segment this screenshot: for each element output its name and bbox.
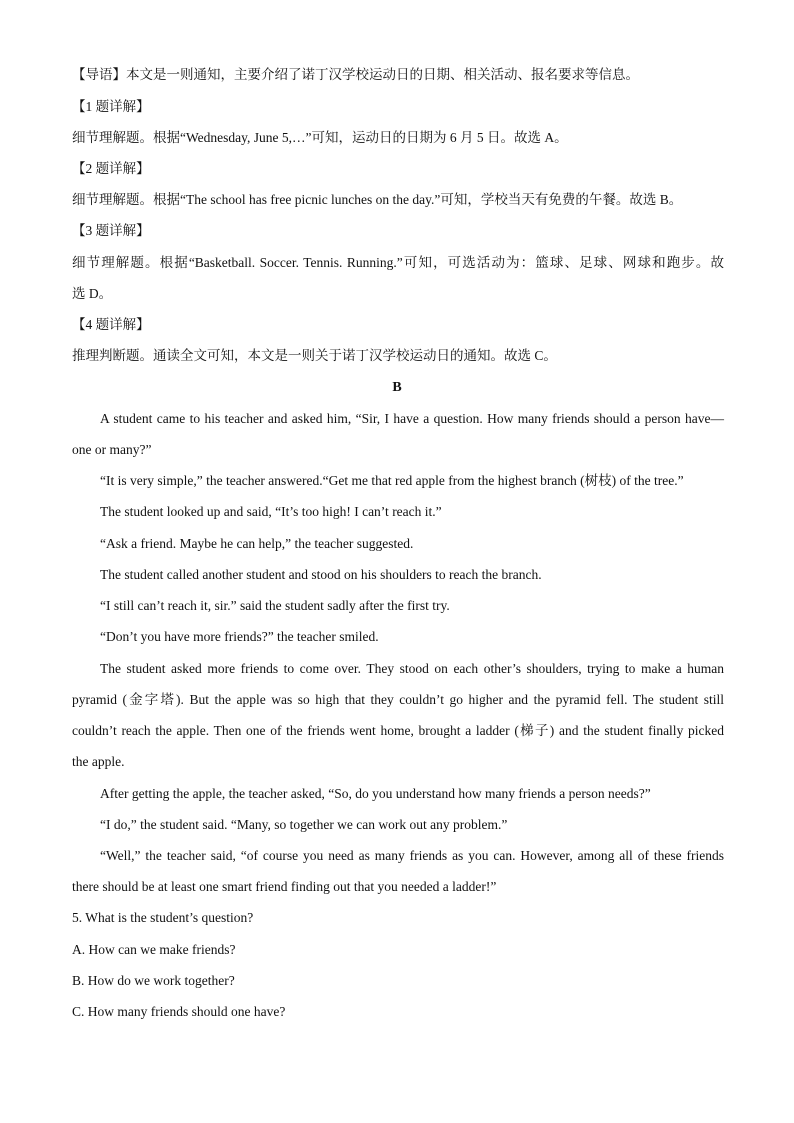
answer-2-text: 细节理解题。根据“The school has free picnic lunches on the day.”可知，学校当天有免费的午餐。故选 B。 [72, 192, 683, 207]
passage-line: After getting the apple, the teacher asked, “So, do you understand how many friends a person needs?” [100, 786, 651, 801]
passage-line: The student asked more friends to come over. They stood on each other’s shoulders, trying to make a human [100, 661, 724, 676]
answer-4-header: 【4 题详解】 [72, 317, 150, 332]
passage-line: “I do,” the student said. “Many, so together we can work out any problem.” [100, 817, 508, 832]
answer-4-text: 推理判断题。通读全文可知，本文是一则关于诺丁汉学校运动日的通知。故选 C。 [72, 348, 557, 363]
passage-line: “Well,” the teacher said, “of course you need as many friends as you can. However, among all of these friends [100, 848, 724, 863]
passage-line: pyramid (金字塔). But the apple was so high that they couldn’t go higher and the pyramid fell. The student still [72, 692, 724, 707]
passage-line: The student looked up and said, “It’s too high! I can’t reach it.” [100, 504, 442, 519]
answer-1-text: 细节理解题。根据“Wednesday, June 5,…”可知，运动日的日期为 6 月 5 日。故选 A。 [72, 130, 568, 145]
passage-line: The student called another student and stood on his shoulders to reach the branch. [100, 567, 542, 582]
answer-3-header: 【3 题详解】 [72, 223, 150, 238]
passage-line: one or many?” [72, 442, 152, 457]
answer-3-text-cont: 选 D。 [72, 286, 113, 301]
passage-line: “I still can’t reach it, sir.” said the student sadly after the first try. [100, 598, 450, 613]
option-a: A. How can we make friends? [72, 942, 236, 957]
answer-3-text: 细节理解题。根据“Basketball. Soccer. Tennis. Running.”可知，可选活动为：篮球、足球、网球和跑步。故 [72, 255, 724, 270]
passage-line: couldn’t reach the apple. Then one of the friends went home, brought a ladder (梯子) and the student finally picked [72, 723, 724, 738]
option-b: B. How do we work together? [72, 973, 235, 988]
option-c: C. How many friends should one have? [72, 1004, 286, 1019]
passage-line: the apple. [72, 754, 125, 769]
question-stem: 5. What is the student’s question? [72, 910, 254, 925]
passage-line: “Ask a friend. Maybe he can help,” the teacher suggested. [100, 536, 414, 551]
passage-line: there should be at least one smart friend finding out that you needed a ladder!” [72, 879, 497, 894]
passage-line: “It is very simple,” the teacher answered.“Get me that red apple from the highest branch (树枝) of the tree.” [100, 473, 684, 488]
answer-1-header: 【1 题详解】 [72, 99, 150, 114]
section-title: B [392, 380, 402, 395]
guide-paragraph: 【导语】本文是一则通知，主要介绍了诺丁汉学校运动日的日期、相关活动、报名要求等信息。 [72, 67, 639, 82]
passage-line: A student came to his teacher and asked him, “Sir, I have a question. How many friends should a person have— [100, 411, 724, 426]
passage-line: “Don’t you have more friends?” the teacher smiled. [100, 629, 379, 644]
answer-2-header: 【2 题详解】 [72, 161, 150, 176]
